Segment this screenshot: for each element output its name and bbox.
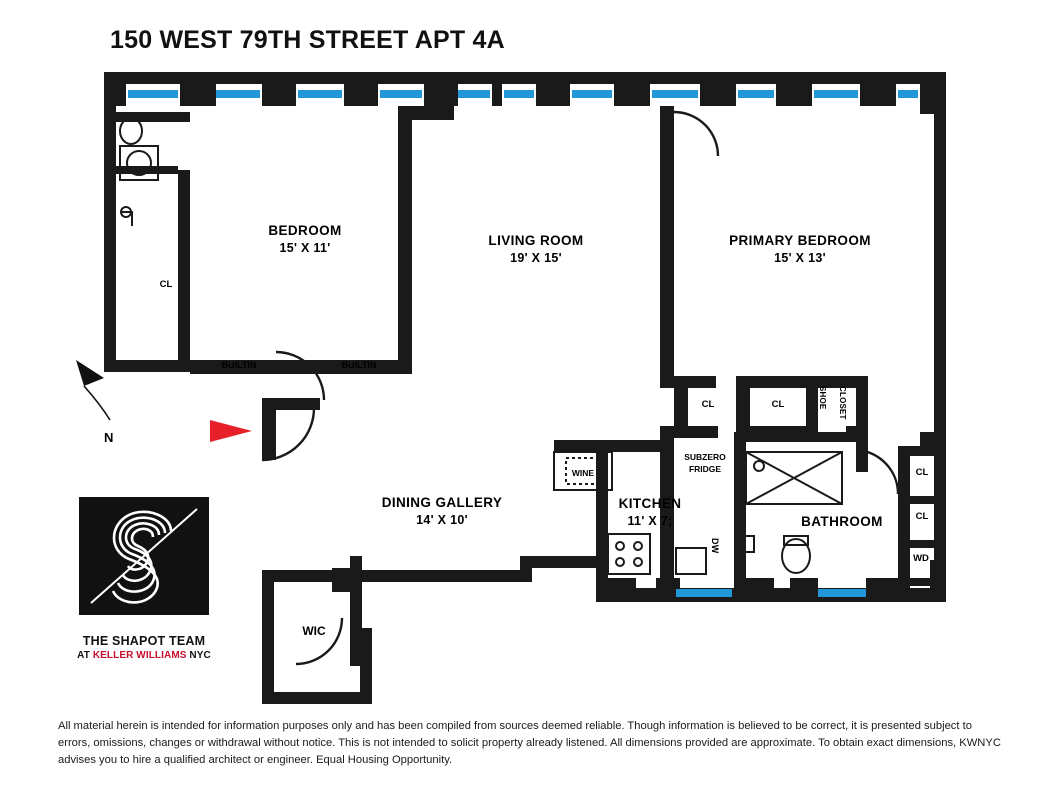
appliance-label-wd: WD: [913, 553, 929, 564]
closet-label-right-cl-2: CL: [915, 511, 929, 522]
room-label-bathroom: BATHROOM: [801, 514, 883, 529]
disclaimer-text: All material herein is intended for information purposes only and has been compiled from sources deemed reliable. Though information is believed to be correct, it is presented subject to errors, omissions, changes or withdrawal without notice. This is not intended to solicit property already listened. All dimensions provided are approximate. To obtain exact dimensions, KWNYC advises you to hire a qualified architect or engineer. Equal Housing Opportunity.: [58, 720, 1001, 766]
closet-label-hall-cl-2: CL: [771, 399, 785, 410]
closet-label-bedroom-cl: CL: [159, 279, 173, 290]
closet-label-shoe: SHOE: [818, 386, 827, 410]
closet-label-wic: WIC: [302, 624, 326, 638]
closet-label-right-cl-1: CL: [915, 467, 929, 478]
appliance-label-subzero: SUBZERO: [684, 452, 726, 462]
brand-team-name: THE SHAPOT TEAM: [82, 634, 206, 648]
brand-affiliation-kw: KELLER WILLIAMS: [92, 650, 187, 661]
appliance-label-dw: DW: [710, 538, 720, 554]
page-title: 150 WEST 79TH STREET APT 4A: [110, 26, 505, 54]
closet-label-closet: CLOSET: [838, 386, 847, 420]
compass-north-label: N: [104, 430, 114, 445]
fixture-label-builtin-left: BUILTIN: [221, 360, 257, 370]
room-label-primary-bedroom: PRIMARY BEDROOM 15' X 13': [729, 233, 871, 266]
room-label-dining-gallery: DINING GALLERY 14' X 10': [381, 495, 503, 528]
brand-affiliation: [64, 650, 224, 661]
closet-label-hall-cl-1: CL: [701, 399, 715, 410]
room-label-bedroom: BEDROOM 15' X 11': [268, 223, 342, 256]
brand-affiliation-prefix: AT: [77, 650, 93, 661]
logo-monogram-icon: [79, 497, 209, 615]
room-label-kitchen: KITCHEN 11' X 7;: [618, 496, 682, 529]
brand-affiliation-suffix: NYC: [186, 650, 211, 661]
appliance-label-wine: WINE: [571, 468, 595, 478]
entry-direction-arrow: [210, 420, 252, 442]
appliance-label-fridge: FRIDGE: [688, 464, 722, 474]
brand-logo: [79, 497, 209, 615]
fixture-label-builtin-right: BUILTIN: [341, 360, 377, 370]
room-label-living-room: LIVING ROOM 19' X 15': [488, 233, 584, 266]
